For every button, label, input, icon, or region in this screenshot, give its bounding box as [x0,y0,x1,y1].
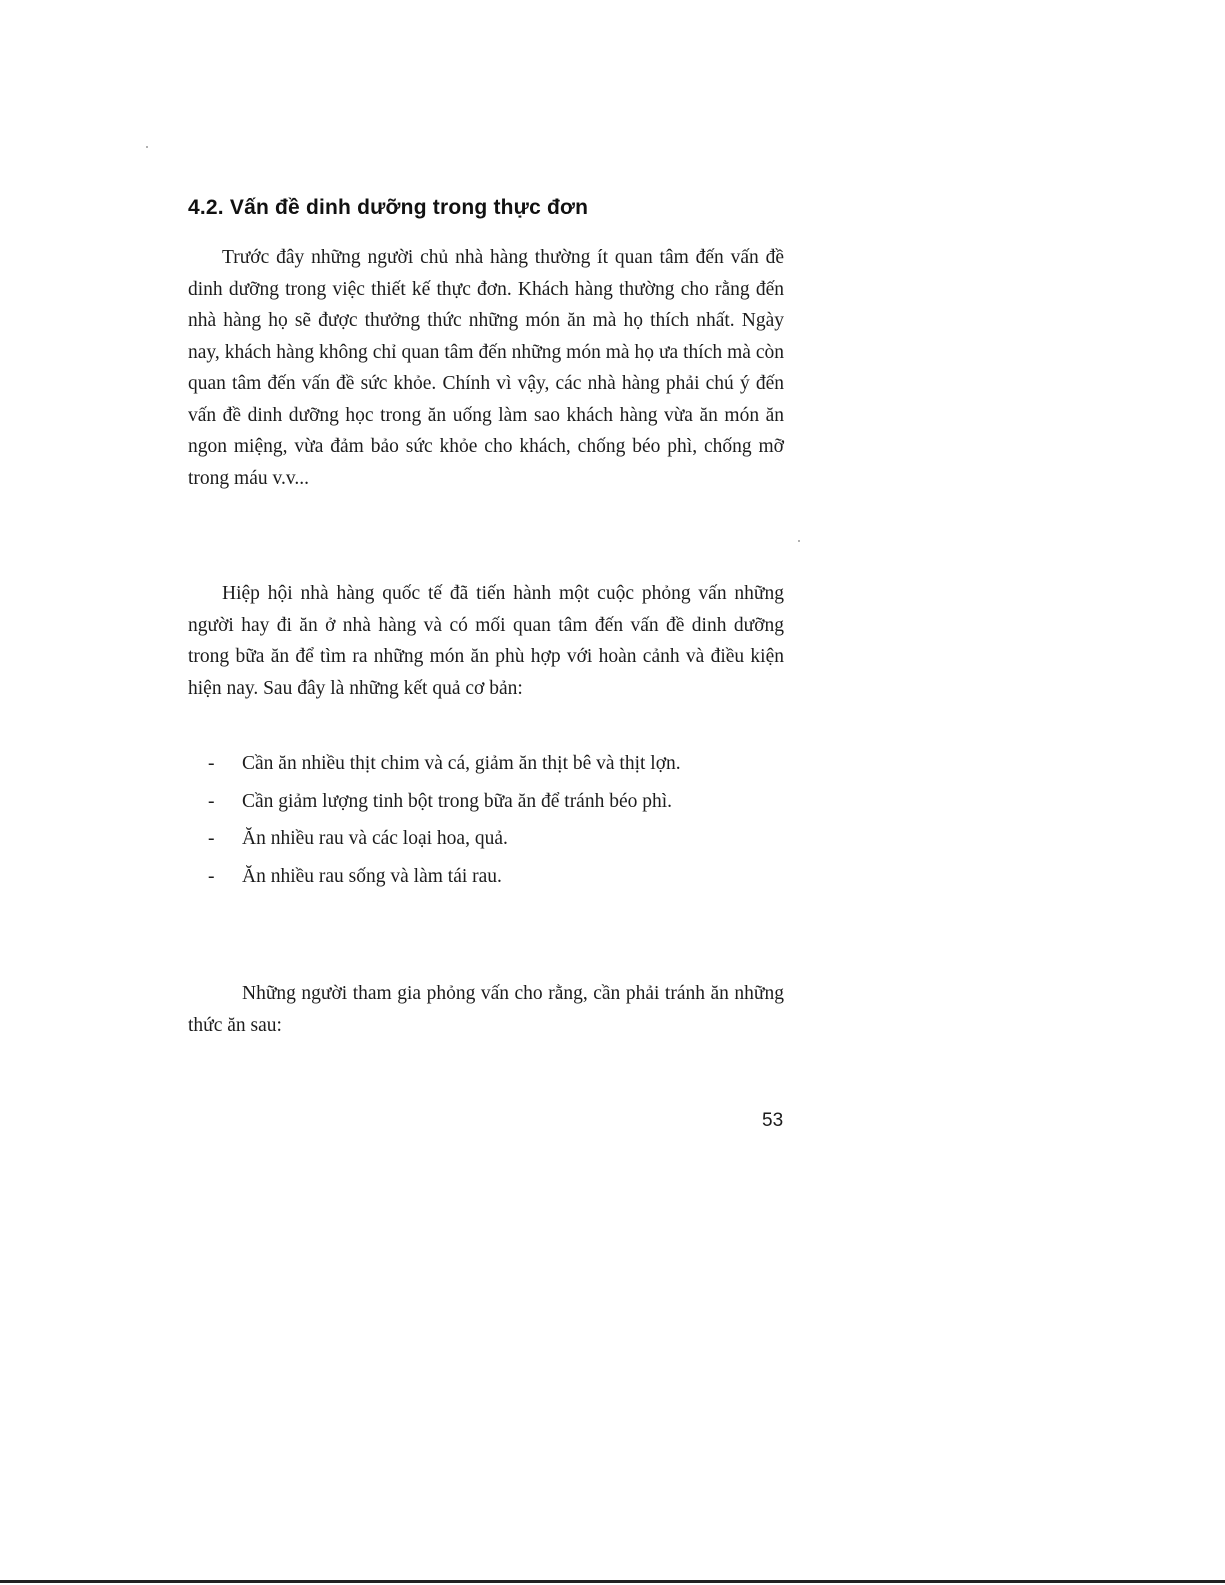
bullet-dash: - [208,865,215,887]
list-item-text: Cần ăn nhiều thịt chim và cá, giảm ăn thịt bê và thịt lợn. [242,753,681,774]
list-item [188,823,784,855]
list-item [188,861,784,893]
list-item [188,786,784,818]
bullet-dash: - [208,828,215,849]
paragraph-intro: Trước đây những người chủ nhà hàng thường ít quan tâm đến vấn đề dinh dưỡng trong việc thiết kế thực đơn. Khách hàng thường cho rằng đến nhà hàng họ sẽ được thưởng thức những món ăn mà họ thích nhất. Ngày nay, khách hàng không chỉ quan tâm đến những món mà họ ưa thích mà còn quan tâm đến vấn đề sức khỏe. Chính vì vậy, các nhà hàng phải chú ý đến vấn đề dinh dưỡng học trong ăn uống làm sao khách hàng vừa ăn món ăn ngon miệng, vừa đảm bảo sức khỏe cho khách, chống béo phì, chống mỡ trong máu v.v... [188,247,784,489]
list-item-text: Ăn nhiều rau sống và làm tái rau. [242,865,502,887]
findings-list [188,748,784,898]
section-heading: 4.2. Vấn đề dinh dưỡng trong thực đơn [188,196,589,219]
page-number: 53 [762,1110,784,1131]
bullet-dash: - [208,753,215,774]
bullet-dash: - [208,790,215,812]
scan-speck [146,146,148,148]
scan-speck [798,540,800,542]
list-item [188,748,784,780]
list-item-text: Ăn nhiều rau và các loại hoa, quả. [242,828,508,849]
scan-edge-line [0,1580,1225,1583]
list-item-text: Cần giảm lượng tinh bột trong bữa ăn để tránh béo phì. [242,790,673,812]
paragraph-closing: Những người tham gia phỏng vấn cho rằng, cần phải tránh ăn những thức ăn sau: [188,983,784,1036]
paragraph-survey: Hiệp hội nhà hàng quốc tế đã tiến hành một cuộc phỏng vấn những người hay đi ăn ở nhà hàng và có mối quan tâm đến vấn đề dinh dưỡng trong bữa ăn để tìm ra những món ăn phù hợp với hoàn cảnh và điều kiện hiện nay. Sau đây là những kết quả cơ bản: [188,583,784,699]
